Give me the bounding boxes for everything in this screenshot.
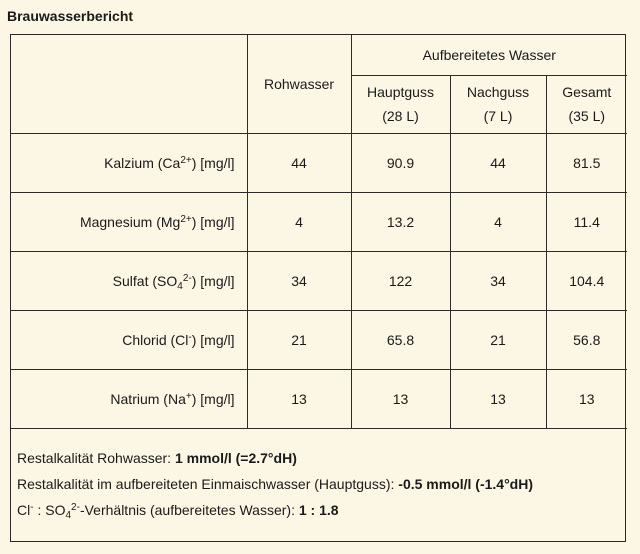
header-total-label: Gesamt [562, 84, 612, 100]
header-total-volume: (35 L) [568, 108, 606, 124]
cell-magnesium-total: 11.4 [546, 192, 627, 251]
header-main-mash [351, 75, 450, 133]
header-main-mash-volume: (28 L) [382, 108, 419, 124]
table-row [11, 310, 627, 369]
row-label-sodium: Natrium (Na+) [mg/l] [11, 369, 247, 428]
table-row [11, 192, 627, 251]
header-treated-water: Aufbereitetes Wasser [351, 35, 627, 75]
cell-sodium-raw: 13 [247, 369, 351, 428]
cell-calcium-main: 90.9 [351, 133, 450, 192]
cell-calcium-raw: 44 [247, 133, 351, 192]
header-sparge-volume: (7 L) [483, 108, 513, 124]
cell-sulfate-raw: 34 [247, 251, 351, 310]
page-title: Brauwasserbericht [7, 8, 134, 24]
cell-sodium-main: 13 [351, 369, 450, 428]
row-label-magnesium: Magnesium $(Mg^{2+})$ [mg/l] [11, 192, 247, 251]
cell-magnesium-raw: 4 [247, 192, 351, 251]
header-sparge [450, 75, 546, 133]
cell-sodium-total: 13 [546, 369, 627, 428]
cell-calcium-sparge: 44 [450, 133, 546, 192]
water-report-table [11, 35, 627, 429]
row-label-calcium: Kalzium $(Ca^{2+})$ [mg/l] [11, 133, 247, 192]
header-raw-water: Rohwasser [247, 35, 351, 133]
cell-chloride-total: 56.8 [546, 310, 627, 369]
row-label-chloride: Chlorid (Cl-) [mg/l] [11, 310, 247, 369]
header-total [546, 75, 627, 133]
empty-corner-cell [11, 35, 247, 133]
header-main-mash-label: Hauptguss [367, 84, 434, 100]
cell-sodium-sparge: 13 [450, 369, 546, 428]
cell-sulfate-main: 122 [351, 251, 450, 310]
header-sparge-label: Nachguss [466, 84, 530, 100]
cell-magnesium-sparge: 4 [450, 192, 546, 251]
cell-magnesium-main: 13.2 [351, 192, 450, 251]
table-row [11, 133, 627, 192]
table-row [11, 369, 627, 428]
cell-calcium-total: 81.5 [546, 133, 627, 192]
cell-chloride-raw: 21 [247, 310, 351, 369]
cell-sulfate-total: 104.4 [546, 251, 627, 310]
note-raw-alkalinity: Restalkalität Rohwasser: 1 mmol/l (=2.7°dH) [17, 450, 297, 466]
cell-sulfate-sparge: 34 [450, 251, 546, 310]
cell-chloride-sparge: 21 [450, 310, 546, 369]
notes-section [17, 445, 533, 523]
note-chloride-sulfate-ratio: Cl- : $SO_4^{2-}$-Verhältnis (aufbereitetes Wasser): 1 : 1.8 [17, 502, 339, 521]
row-label-sulfate: Sulfat $(SO_4^{2-})$ [mg/l] [11, 251, 247, 310]
note-mash-alkalinity: Restalkalität im aufbereiteten Einmaischwasser (Hauptguss): -0.5 mmol/l (-1.4°dH) [17, 476, 534, 492]
cell-chloride-main: 65.8 [351, 310, 450, 369]
table-row [11, 251, 627, 310]
